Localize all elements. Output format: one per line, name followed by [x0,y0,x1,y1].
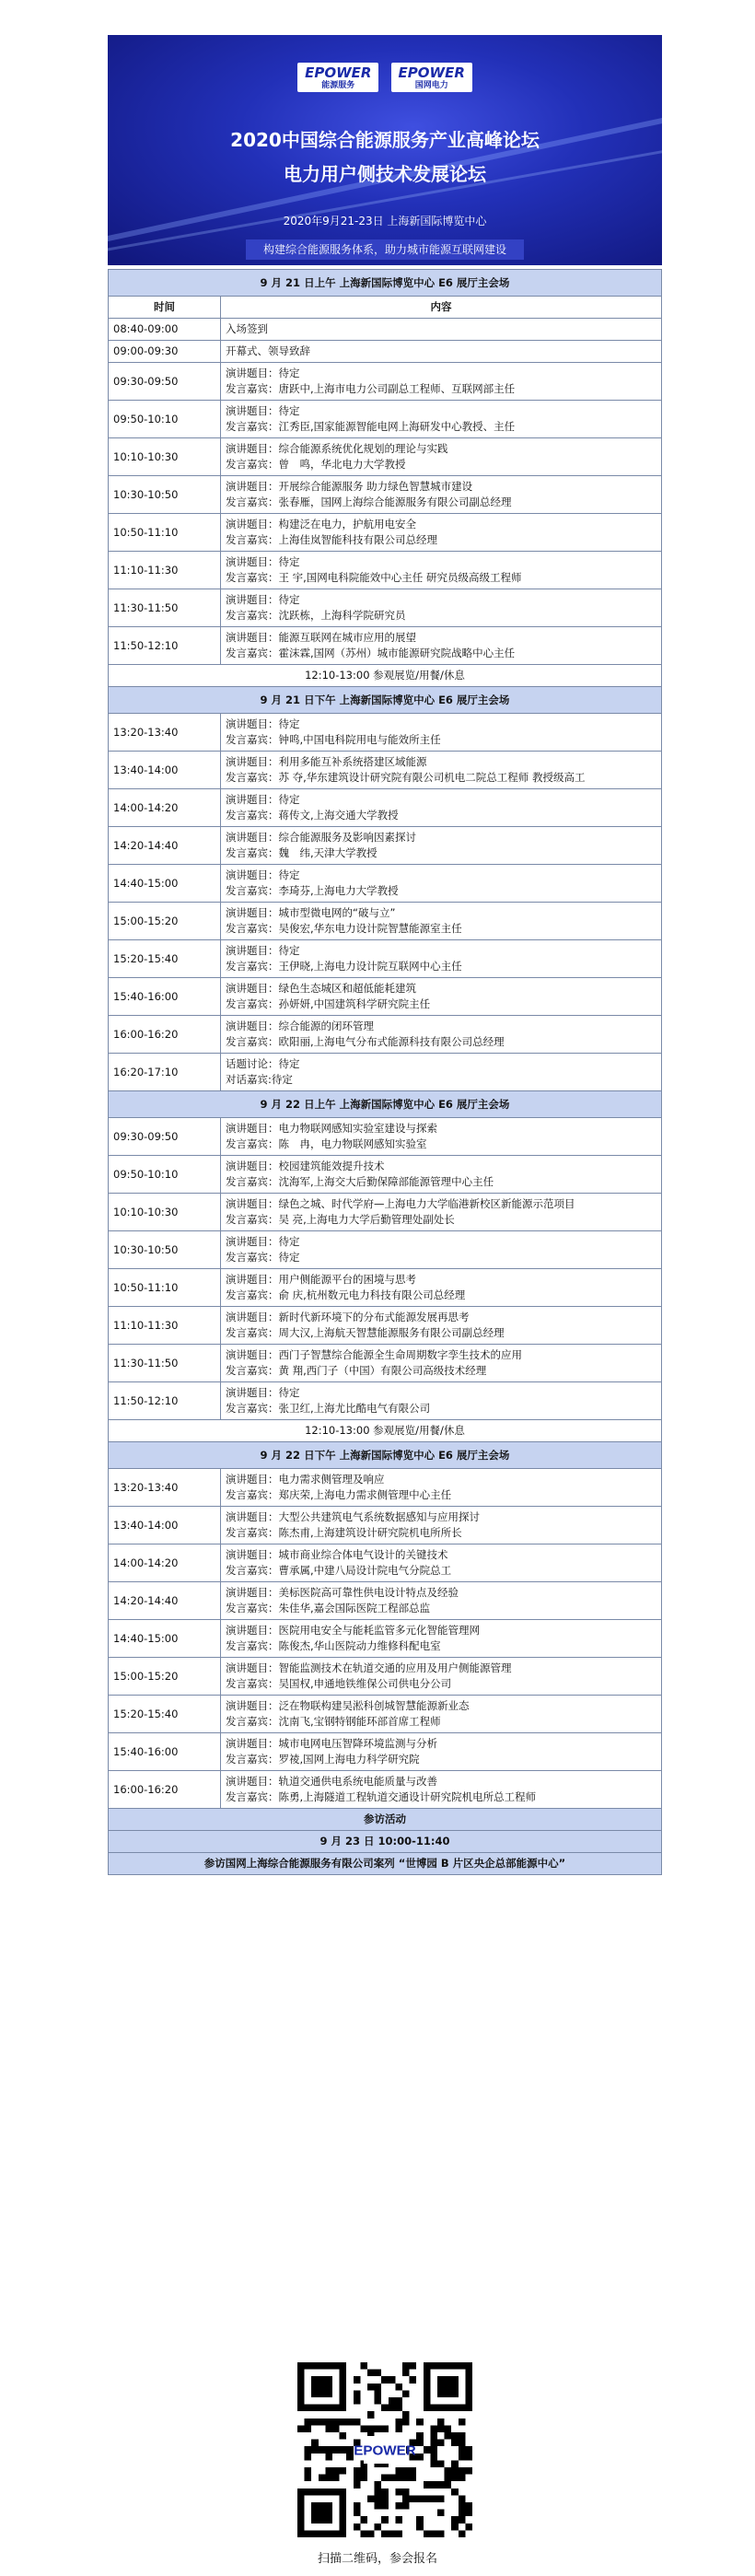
agenda-line: 演讲题目：利用多能互补系统搭建区域能源 [226,755,427,768]
agenda-time: 16:00-16:20 [109,1771,221,1809]
agenda-content [221,552,662,589]
agenda-row [109,1469,662,1507]
agenda-row [109,752,662,789]
session-header [109,1442,662,1469]
agenda-row [109,476,662,514]
agenda-time: 10:50-11:10 [109,1269,221,1307]
agenda-row [109,940,662,978]
agenda-content [221,789,662,827]
agenda-line: 发言嘉宾：张卫红,上海尤比酷电气有限公司 [226,1402,431,1415]
agenda-line: 演讲题目：城市商业综合体电气设计的关键技术 [226,1548,448,1561]
agenda-time: 09:30-09:50 [109,363,221,401]
activity-desc: 参访国网上海综合能源服务有限公司案列 “世博园 B 片区央企总部能源中心” [109,1853,662,1875]
agenda-time: 15:00-15:20 [109,1658,221,1696]
agenda-row [109,714,662,752]
agenda-time: 11:50-12:10 [109,627,221,665]
agenda-time: 10:50-11:10 [109,514,221,552]
agenda-time: 10:10-10:30 [109,1194,221,1231]
agenda-row [109,1382,662,1420]
agenda-content [221,827,662,865]
agenda-line: 发言嘉宾：俞 庆,杭州数元电力科技有限公司总经理 [226,1288,466,1301]
agenda-line: 发言嘉宾：郑庆荣,上海电力需求侧管理中心主任 [226,1488,452,1501]
agenda-line: 发言嘉宾：曹承属,中建八局设计院电气分院总工 [226,1564,452,1577]
agenda-row [109,514,662,552]
agenda-time: 15:20-15:40 [109,1696,221,1733]
agenda-line: 演讲题目：电力物联网感知实验室建设与探索 [226,1122,437,1135]
session-header [109,1091,662,1118]
agenda-content [221,1733,662,1771]
agenda-line: 发言嘉宾：蒋传文,上海交通大学教授 [226,809,399,822]
agenda-content [221,1382,662,1420]
agenda-line: 演讲题目：综合能源的闭环管理 [226,1020,374,1032]
agenda-line: 发言嘉宾：待定 [226,1251,300,1264]
agenda-time: 13:40-14:00 [109,1507,221,1544]
agenda-content [221,438,662,476]
agenda-row [109,1696,662,1733]
agenda-line: 演讲题目：美标医院高可靠性供电设计特点及经验 [226,1586,459,1599]
agenda-time: 10:30-10:50 [109,1231,221,1269]
agenda-row [109,552,662,589]
agenda-line: 演讲题目：用户侧能源平台的困境与思考 [226,1273,416,1286]
qr-caption: 扫描二维码，参会报名 [317,2552,437,2566]
agenda-line: 发言嘉宾：陈俊杰,华山医院动力维修科配电室 [226,1639,441,1652]
agenda-row [109,1771,662,1809]
agenda-time: 09:30-09:50 [109,1118,221,1156]
agenda-time: 16:00-16:20 [109,1016,221,1054]
agenda-line: 对话嘉宾:待定 [226,1073,293,1086]
agenda-time: 13:20-13:40 [109,1469,221,1507]
agenda-time: 15:40-16:00 [109,1733,221,1771]
agenda-content [221,1696,662,1733]
agenda-content [221,1620,662,1658]
agenda-time: 14:40-15:00 [109,865,221,903]
agenda-content [221,1658,662,1696]
agenda-time: 09:50-10:10 [109,1156,221,1194]
agenda-content [221,1469,662,1507]
agenda-row [109,1118,662,1156]
agenda-content [221,514,662,552]
agenda-content [221,401,662,438]
agenda-row [109,1054,662,1091]
agenda-table [108,269,662,1875]
agenda-time: 15:40-16:00 [109,978,221,1016]
agenda-row [109,1307,662,1345]
activity-title: 参访活动 [109,1809,662,1831]
agenda-row [109,1156,662,1194]
agenda-line: 开幕式、领导致辞 [226,344,310,357]
agenda-line: 发言嘉宾：王伊晓,上海电力设计院互联网中心主任 [226,960,462,973]
agenda-row [109,1507,662,1544]
agenda-line: 演讲题目：构建泛在电力，护航用电安全 [226,518,416,530]
agenda-line: 发言嘉宾：魏 纬,天津大学教授 [226,846,378,859]
agenda-content [221,589,662,627]
activity-row [109,1809,662,1831]
agenda-time: 15:20-15:40 [109,940,221,978]
agenda-content [221,1016,662,1054]
agenda-time: 09:00-09:30 [109,341,221,363]
agenda-line: 发言嘉宾：唐跃中,上海市电力公司副总工程师、互联网部主任 [226,382,516,395]
agenda-content [221,1345,662,1382]
agenda-line: 发言嘉宾：孙妍妍,中国建筑科学研究院主任 [226,997,431,1010]
agenda-time: 08:40-09:00 [109,319,221,341]
agenda-content [221,319,662,341]
break-row [109,1420,662,1442]
agenda-line: 发言嘉宾：吴俊宏,华东电力设计院智慧能源室主任 [226,922,462,935]
agenda-line: 发言嘉宾：沈南飞,宝钢特钢能环部首席工程师 [226,1715,441,1728]
agenda-line: 演讲题目：绿色生态城区和超低能耗建筑 [226,982,416,995]
header-banner [108,35,662,265]
agenda-line: 演讲题目：待定 [226,717,300,730]
agenda-line: 入场签到 [226,322,268,335]
agenda-content [221,714,662,752]
agenda-line: 演讲题目：待定 [226,367,300,379]
qr-code [297,2362,472,2537]
agenda-line: 话题讨论：待定 [226,1057,300,1070]
agenda-line: 演讲题目：待定 [226,1386,300,1399]
epower-logo: EPOWER 能源服务 [297,63,378,92]
agenda-line: 发言嘉宾：陈杰甫,上海建筑设计研究院机电所所长 [226,1526,462,1539]
agenda-time: 11:10-11:30 [109,552,221,589]
agenda-line: 发言嘉宾：吴 亮,上海电力大学后勤管理处副处长 [226,1213,455,1226]
session-header [109,270,662,297]
agenda-time: 14:20-14:40 [109,827,221,865]
agenda-content [221,1156,662,1194]
agenda-line: 演讲题目：城市电网电压智降环境监测与分析 [226,1737,437,1750]
agenda-line: 演讲题目：待定 [226,1235,300,1248]
agenda-line: 演讲题目：待定 [226,593,300,606]
agenda-line: 演讲题目：轨道交通供电系统电能质量与改善 [226,1775,437,1788]
agenda-line: 演讲题目：智能监测技术在轨道交通的应用及用户侧能源管理 [226,1661,512,1674]
agenda-row [109,903,662,940]
agenda-time: 14:20-14:40 [109,1582,221,1620]
banner-title: 2020中国综合能源服务产业高峰论坛 [230,129,540,151]
break-row [109,665,662,687]
agenda-time: 10:10-10:30 [109,438,221,476]
activity-row [109,1853,662,1875]
agenda-content [221,752,662,789]
agenda-content [221,865,662,903]
agenda-line: 演讲题目：绿色之城、时代学府—上海电力大学临港新校区新能源示范项目 [226,1197,575,1210]
agenda-time: 14:00-14:20 [109,789,221,827]
break-text: 12:10-13:00 参观展览/用餐/休息 [109,665,662,687]
agenda-line: 发言嘉宾：李琦芬,上海电力大学教授 [226,884,399,897]
agenda-content [221,363,662,401]
agenda-line: 演讲题目：电力需求侧管理及响应 [226,1473,385,1486]
agenda-row [109,341,662,363]
agenda-line: 演讲题目：校园建筑能效提升技术 [226,1160,385,1172]
agenda-line: 发言嘉宾：沈海军,上海交大后勤保障部能源管理中心主任 [226,1175,494,1188]
agenda-line: 发言嘉宾：欧阳丽,上海电气分布式能源科技有限公司总经理 [226,1035,505,1048]
agenda-content [221,627,662,665]
activity-date: 9 月 23 日 10:00-11:40 [109,1831,662,1853]
logo-group [108,63,662,92]
agenda-line: 发言嘉宾：吴国权,申通地铁维保公司供电分公司 [226,1677,452,1690]
agenda-content [221,341,662,363]
agenda-row [109,401,662,438]
agenda-line: 演讲题目：综合能源系统优化规划的理论与实践 [226,442,448,455]
agenda-time: 14:00-14:20 [109,1544,221,1582]
column-header-content: 内容 [221,297,662,319]
agenda-line: 发言嘉宾：江秀臣,国家能源智能电网上海研发中心教授、主任 [226,420,516,433]
agenda-row [109,865,662,903]
agenda-content [221,978,662,1016]
agenda-line: 演讲题目：西门子智慧综合能源全生命周期数字孪生技术的应用 [226,1348,522,1361]
agenda-line: 发言嘉宾：罗祾,国网上海电力科学研究院 [226,1753,420,1766]
agenda-time: 11:30-11:50 [109,1345,221,1382]
agenda-time: 11:30-11:50 [109,589,221,627]
agenda-line: 演讲题目：医院用电安全与能耗监管多元化智能管理网 [226,1624,480,1637]
agenda-content [221,1307,662,1345]
agenda-row [109,1194,662,1231]
agenda-content [221,1194,662,1231]
agenda-line: 发言嘉宾：黄 翔,西门子（中国）有限公司高级技术经理 [226,1364,487,1377]
agenda-content [221,1771,662,1809]
agenda-line: 发言嘉宾：陈勇,上海隧道工程轨道交通设计研究院机电所总工程师 [226,1790,537,1803]
agenda-line: 发言嘉宾：霍沫霖,国网（苏州）城市能源研究院战略中心主任 [226,647,516,659]
session-title: 9 月 22 日下午 上海新国际博览中心 E6 展厅主会场 [109,1442,662,1469]
agenda-time: 13:40-14:00 [109,752,221,789]
agenda-content [221,1544,662,1582]
agenda-content [221,1507,662,1544]
banner-date: 2020年9月21-23日 上海新国际博览中心 [283,215,487,227]
agenda-time: 10:30-10:50 [109,476,221,514]
svg-text:EPOWER: EPOWER [354,2442,416,2459]
agenda-line: 演讲题目：城市型微电网的“破与立” [226,906,396,919]
agenda-content [221,940,662,978]
agenda-content [221,1582,662,1620]
agenda-time: 14:40-15:00 [109,1620,221,1658]
agenda-line: 发言嘉宾：苏 夺,华东建筑设计研究院有限公司机电二院总工程师 教授级高工 [226,771,586,784]
agenda-line: 演讲题目：待定 [226,404,300,417]
agenda-time: 11:10-11:30 [109,1307,221,1345]
agenda-line: 演讲题目：待定 [226,555,300,568]
session-title: 9 月 21 日下午 上海新国际博览中心 E6 展厅主会场 [109,687,662,714]
agenda-row [109,789,662,827]
agenda-line: 发言嘉宾：王 宇,国网电科院能效中心主任 研究员级高级工程师 [226,571,522,584]
agenda-content [221,1118,662,1156]
agenda-line: 发言嘉宾：钟鸣,中国电科院用电与能效所主任 [226,733,441,746]
break-text: 12:10-13:00 参观展览/用餐/休息 [109,1420,662,1442]
agenda-row [109,627,662,665]
agenda-line: 演讲题目：综合能源服务及影响因素探讨 [226,831,416,844]
agenda-line: 演讲题目：待定 [226,868,300,881]
agenda-line: 演讲题目：大型公共建筑电气系统数据感知与应用探讨 [226,1510,480,1523]
agenda-row [109,1620,662,1658]
session-header [109,687,662,714]
epower-logo-2: EPOWER 国网电力 [391,63,472,92]
agenda-line: 发言嘉宾：周大汉,上海航天智慧能源服务有限公司副总经理 [226,1326,505,1339]
agenda-row [109,438,662,476]
agenda-row [109,1016,662,1054]
activity-row [109,1831,662,1853]
column-header-row [109,297,662,319]
agenda-time: 11:50-12:10 [109,1382,221,1420]
agenda-line: 演讲题目：待定 [226,944,300,957]
agenda-line: 演讲题目：泛在物联构建吴淞科创城智慧能源新业态 [226,1699,470,1712]
agenda-row [109,1658,662,1696]
agenda-time: 09:50-10:10 [109,401,221,438]
agenda-line: 演讲题目：能源互联网在城市应用的展望 [226,631,416,644]
agenda-row [109,319,662,341]
agenda-line: 发言嘉宾：张春雁，国网上海综合能源服务有限公司副总经理 [226,495,512,508]
agenda-row [109,589,662,627]
agenda-line: 发言嘉宾：陈 冉，电力物联网感知实验室 [226,1137,427,1150]
agenda-row [109,363,662,401]
agenda-line: 演讲题目：新时代新环境下的分布式能源发展再思考 [226,1311,470,1323]
agenda-row [109,1582,662,1620]
agenda-content [221,1269,662,1307]
agenda-time: 13:20-13:40 [109,714,221,752]
agenda-time: 15:00-15:20 [109,903,221,940]
agenda-row [109,1269,662,1307]
agenda-line: 发言嘉宾：上海佳岚智能科技有限公司总经理 [226,533,437,546]
agenda-line: 发言嘉宾：沈跃栋，上海科学院研究员 [226,609,406,622]
agenda-line: 发言嘉宾：曾 鸣，华北电力大学教授 [226,458,406,471]
session-title: 9 月 22 日上午 上海新国际博览中心 E6 展厅主会场 [109,1091,662,1118]
agenda-row [109,827,662,865]
agenda-content [221,476,662,514]
session-title: 9 月 21 日上午 上海新国际博览中心 E6 展厅主会场 [109,270,662,297]
agenda-row [109,1345,662,1382]
agenda-content [221,1054,662,1091]
banner-subtitle: 电力用户侧技术发展论坛 [284,163,486,185]
agenda-line: 演讲题目：待定 [226,793,300,806]
agenda-line: 发言嘉宾：朱佳华,嘉会国际医院工程部总监 [226,1602,431,1614]
column-header-time: 时间 [109,297,221,319]
agenda-content [221,1231,662,1269]
agenda-row [109,1231,662,1269]
banner-tagline: 构建综合能源服务体系，助力城市能源互联网建设 [246,239,524,260]
agenda-line: 演讲题目：开展综合能源服务 助力绿色智慧城市建设 [226,480,473,493]
agenda-time: 16:20-17:10 [109,1054,221,1091]
agenda-row [109,1544,662,1582]
agenda-row [109,1733,662,1771]
agenda-row [109,978,662,1016]
agenda-content [221,903,662,940]
